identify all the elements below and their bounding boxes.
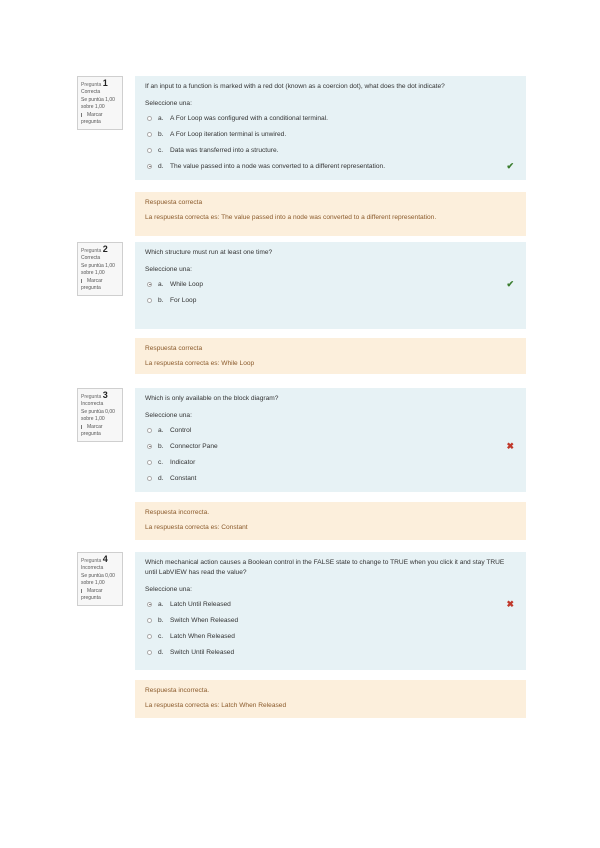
question-label: Pregunta [81, 82, 102, 88]
option-letter: c. [158, 146, 164, 154]
option-text: For Loop [170, 296, 197, 304]
radio-button[interactable] [147, 148, 152, 153]
answer-option[interactable] [145, 158, 516, 174]
feedback-text: La respuesta correcta es: Latch When Released [145, 702, 287, 709]
question-number: 3 [102, 390, 108, 400]
question-grade: Se puntúa 0,00 sobre 1,00 [81, 573, 115, 586]
question-number: 4 [102, 554, 108, 564]
question-content [135, 388, 526, 492]
correct-check-icon: ✔ [506, 160, 514, 171]
question-text: Which mechanical action causes a Boolean control in the FALSE state to change to TRUE when you click it and stay TRUE until LabVIEW has read the value? [145, 559, 505, 576]
flag-label: Marcar pregunta [81, 424, 103, 437]
question-grade: Se puntúa 0,00 sobre 1,00 [81, 409, 115, 422]
answer-option[interactable] [145, 454, 516, 470]
answer-option[interactable] [145, 292, 516, 308]
answer-option[interactable] [145, 276, 516, 292]
correct-check-icon: ✔ [506, 278, 514, 289]
option-letter: d. [158, 648, 164, 656]
answer-option[interactable] [145, 612, 516, 628]
option-text: A For Loop was configured with a conditional terminal. [170, 114, 328, 122]
feedback-title: Respuesta incorrecta. [145, 687, 210, 694]
question-grade: Se puntúa 1,00 sobre 1,00 [81, 97, 115, 110]
answer-option[interactable] [145, 644, 516, 660]
feedback-text: La respuesta correcta es: The value passed into a node was converted to a different representation. [145, 214, 437, 221]
radio-button-selected[interactable] [147, 282, 152, 287]
feedback-text: La respuesta correcta es: While Loop [145, 360, 255, 367]
feedback-title: Respuesta incorrecta. [145, 509, 210, 516]
option-letter: b. [158, 296, 164, 304]
radio-button[interactable] [147, 116, 152, 121]
option-letter: b. [158, 442, 164, 450]
incorrect-x-icon: ✖ [506, 440, 514, 451]
question-text: Which structure must run at least one time? [145, 249, 273, 256]
question-state: Correcta [81, 254, 101, 261]
option-letter: d. [158, 162, 164, 170]
radio-button[interactable] [147, 132, 152, 137]
radio-button[interactable] [147, 460, 152, 465]
option-text: Switch Until Released [170, 648, 235, 656]
option-text: Latch Until Released [170, 600, 231, 608]
feedback-box [135, 338, 526, 374]
option-letter: a. [158, 600, 164, 608]
question-text: Which is only available on the block diagram? [145, 395, 279, 402]
option-text: While Loop [170, 280, 203, 288]
question-content [135, 76, 526, 180]
option-text: Control [170, 426, 192, 434]
option-text: Switch When Released [170, 616, 239, 624]
option-text: Latch When Released [170, 632, 235, 640]
feedback-box [135, 680, 526, 718]
answer-option[interactable] [145, 438, 516, 454]
radio-button[interactable] [147, 298, 152, 303]
question-info [77, 388, 123, 442]
option-letter: b. [158, 130, 164, 138]
answer-prompt: Seleccione una: [145, 100, 192, 107]
question-number: 1 [102, 78, 108, 88]
radio-button-selected[interactable] [147, 164, 152, 169]
answer-prompt: Seleccione una: [145, 412, 192, 419]
radio-button[interactable] [147, 476, 152, 481]
option-letter: a. [158, 280, 164, 288]
question-text: If an input to a function is marked with a red dot (known as a coercion dot), what does the dot indicate? [145, 83, 445, 90]
question-state: Correcta [81, 88, 101, 95]
option-text: The value passed into a node was converted to a different representation. [170, 162, 386, 170]
question-number: 2 [102, 244, 108, 254]
flag-question-link[interactable] [81, 588, 119, 601]
feedback-title: Respuesta correcta [145, 199, 203, 206]
option-text: Indicator [170, 458, 196, 466]
flag-question-link[interactable] [81, 112, 119, 125]
radio-button[interactable] [147, 650, 152, 655]
feedback-box [135, 192, 526, 236]
option-text: A For Loop iteration terminal is unwired. [170, 130, 287, 138]
answer-prompt: Seleccione una: [145, 266, 192, 273]
flag-icon [81, 279, 86, 283]
answer-option[interactable] [145, 126, 516, 142]
option-text: Constant [170, 474, 197, 482]
answer-option[interactable] [145, 470, 516, 486]
radio-button-selected[interactable] [147, 602, 152, 607]
flag-label: Marcar pregunta [81, 112, 103, 125]
radio-button-selected[interactable] [147, 444, 152, 449]
radio-button[interactable] [147, 634, 152, 639]
question-content [135, 552, 526, 670]
flag-icon [81, 113, 86, 117]
question-info [77, 552, 123, 606]
question-label: Pregunta [81, 248, 102, 254]
question-label: Pregunta [81, 394, 102, 400]
option-letter: c. [158, 458, 164, 466]
option-text: Connector Pane [170, 442, 218, 450]
answer-prompt: Seleccione una: [145, 586, 192, 593]
flag-question-link[interactable] [81, 278, 119, 291]
feedback-box [135, 502, 526, 540]
question-grade: Se puntúa 1,00 sobre 1,00 [81, 263, 115, 276]
feedback-text: La respuesta correcta es: Constant [145, 524, 248, 531]
answer-option[interactable] [145, 628, 516, 644]
option-letter: c. [158, 632, 164, 640]
feedback-title: Respuesta correcta [145, 345, 203, 352]
question-label: Pregunta [81, 558, 102, 564]
question-state: Incorrecta [81, 400, 104, 407]
option-text: Data was transferred into a structure. [170, 146, 279, 154]
option-letter: d. [158, 474, 164, 482]
flag-label: Marcar pregunta [81, 278, 103, 291]
flag-label: Marcar pregunta [81, 588, 103, 601]
flag-icon [81, 589, 86, 593]
incorrect-x-icon: ✖ [506, 598, 514, 609]
question-content [135, 242, 526, 329]
answer-option[interactable] [145, 596, 516, 612]
flag-icon [81, 425, 86, 429]
question-info [77, 76, 123, 130]
flag-question-link[interactable] [81, 424, 119, 437]
question-state: Incorrecta [81, 564, 104, 571]
answer-option[interactable] [145, 422, 516, 438]
question-info [77, 242, 123, 296]
radio-button[interactable] [147, 428, 152, 433]
option-letter: a. [158, 426, 164, 434]
option-letter: a. [158, 114, 164, 122]
answer-option[interactable] [145, 110, 516, 126]
option-letter: b. [158, 616, 164, 624]
answer-option[interactable] [145, 142, 516, 158]
radio-button[interactable] [147, 618, 152, 623]
